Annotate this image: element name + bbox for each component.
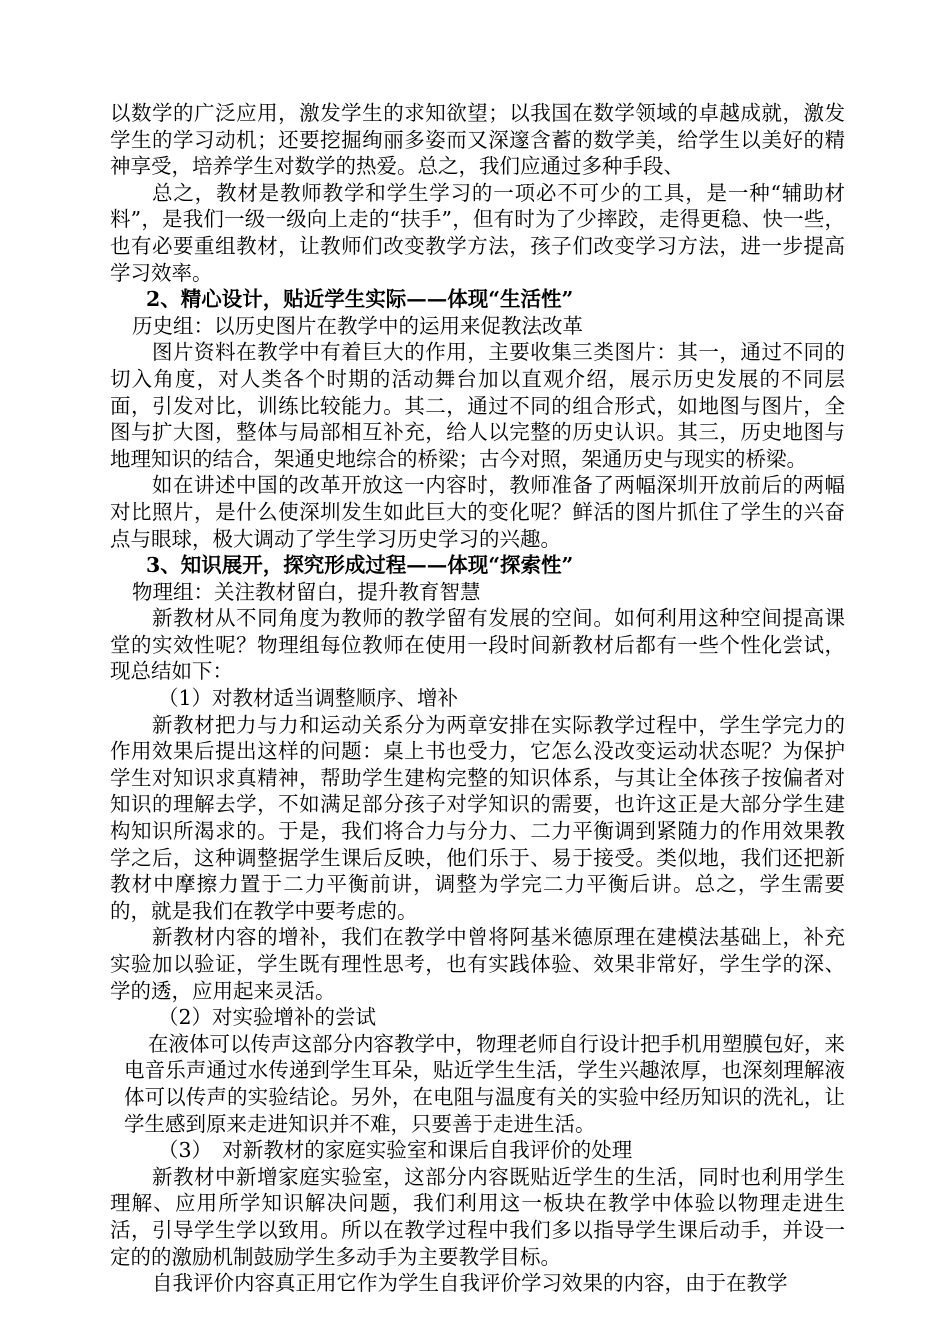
section-heading-3: 3、知识展开，探究形成过程——体现“探索性” [146, 553, 574, 578]
subheading-2: （2）对实验增补的尝试 [158, 1005, 377, 1030]
group-title-history: 历史组：以历史图片在教学中的运用来促教法改革 [132, 313, 583, 338]
paragraph-textbook-summary: 总之，教材是教师教学和学生学习的一项必不可少的工具，是一种“辅助材料”，是我们一级一级向上走的“扶手”，但有时为了少摔跤，走得更稳、快一些，也有必要重组教材，让教师们改变教学方法，孩子们改变学习方法，进一步提高学习效率。 [110, 180, 845, 285]
subheading-3: （3） 对新教材的家庭实验室和课后自我评价的处理 [158, 1138, 633, 1163]
body-text [110, 100, 845, 1297]
paragraph-archimedes: 新教材内容的增补，我们在教学中曾将阿基米德原理在建模法基础上，补充实验加以验证，学生既有理性思考，也有实践体验、效果非常好，学生学的深、学的透，应用起来灵活。 [110, 925, 845, 1003]
paragraph-history-pictures: 图片资料在教学中有着巨大的作用，主要收集三类图片：其一，通过不同的切入角度，对人类各个时期的活动舞台加以直观介绍，展示历史发展的不同层面，引发对比，训练比较能力。其二，通过不同的组合形式，如地图与图片，全图与扩大图，整体与局部相互补充，给人以完整的历史认识。其三，历史地图与地理知识的结合，架通史地综合的桥梁；古今对照，架通历史与现实的桥梁。 [110, 340, 845, 471]
section-heading-2: 2、精心设计，贴近学生实际——体现“生活性” [146, 287, 574, 312]
paragraph-physics-intro: 新教材从不同角度为教师的教学留有发展的空间。如何利用这种空间提高课堂的实效性呢？物理组每位教师在使用一段时间新教材后都有一些个性化尝试，现总结如下： [110, 606, 845, 684]
paragraph-self-evaluation: 自我评价内容真正用它作为学生自我评价学习效果的内容，由于在教学 [152, 1271, 788, 1296]
paragraph-force-reorder: 新教材把力与力和运动关系分为两章安排在实际教学过程中，学生学完力的作用效果后提出这样的问题：桌上书也受力，它怎么没改变运动状态呢？为保护学生对知识求真精神，帮助学生建构完整的知识体系，与其让全体孩子按偏者对知识的理解去学，不如满足部分孩子对学知识的需要，也许这正是大部分学生建构知识所渴求的。于是，我们将合力与分力、二力平衡调到紧随力的作用效果教学之后，这种调整据学生课后反映，他们乐于、易于接受。类似地，我们还把新教材中摩擦力置于二力平衡前讲，调整为学完二力平衡后讲。总之，学生需要的，就是我们在教学中要考虑的。 [110, 712, 845, 923]
paragraph-shenzhen-example: 如在讲述中国的改革开放这一内容时，教师准备了两幅深圳开放前后的两幅对比照片，是什么使深圳发生如此巨大的变化呢？鲜活的图片抓住了学生的兴奋点与眼球，极大调动了学生学习历史学习的兴趣。 [110, 473, 845, 551]
paragraph-math-intro: 以数学的广泛应用，激发学生的求知欲望；以我国在数学领域的卓越成就，激发学生的学习动机；还要挖掘绚丽多姿而又深邃含蓄的数学美，给学生以美好的精神享受，培养学生对数学的热爱。总之，我们应通过多种手段、 [110, 101, 845, 179]
paragraph-home-lab: 新教材中新增家庭实验室，这部分内容既贴近学生的生活，同时也利用学生理解、应用所学知识解决问题，我们利用这一板块在教学中体验以物理走进生活，引导学生学以致用。所以在教学过程中我们多以指导学生课后动手，并设一定的的激励机制鼓励学生多动手为主要教学目标。 [110, 1164, 845, 1269]
paragraph-liquid-sound: 在液体可以传声这部分内容教学中，物理老师自行设计把手机用塑膜包好，来电音乐声通过水传递到学生耳朵，贴近学生生活，学生兴趣浓厚，也深刻理解液体可以传声的实验结论。另外，在电阻与温度有关的实验中经历知识的洗礼，让学生感到原来走进知识并不难，只要善于走进生活。 [124, 1031, 845, 1136]
subheading-1: （1）对教材适当调整顺序、增补 [158, 686, 459, 711]
group-title-physics: 物理组：关注教材留白，提升教育智慧 [132, 579, 481, 604]
